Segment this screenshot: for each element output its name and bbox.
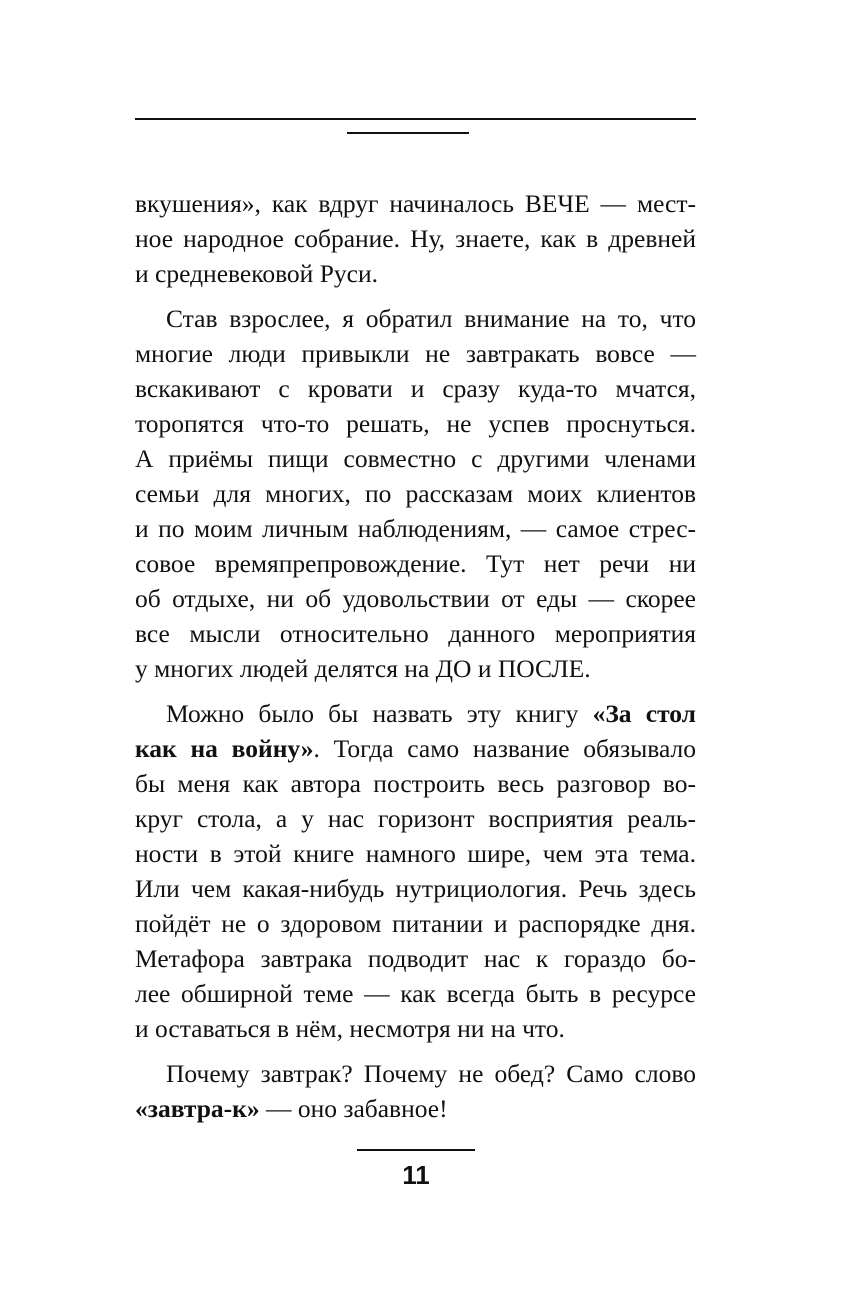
body-text — [135, 186, 696, 1126]
text-line: многие люди привыкли не завтракать вовсе — — [135, 339, 696, 368]
text-run: . Тогда само название обязывало — [313, 734, 697, 763]
text-line: все мысли относительно данного мероприятия — [135, 619, 696, 648]
text-line: торопятся что-то решать, не успев проснуться. — [135, 409, 696, 438]
text-line: круг стола, а у нас горизонт восприятия реаль- — [135, 804, 696, 833]
paragraph — [135, 1056, 696, 1126]
header-short-rule — [347, 132, 469, 134]
text-line: лее обширной теме — как всегда быть в ресурсе — [135, 979, 696, 1008]
paragraph — [135, 696, 696, 1046]
text-line: А приёмы пищи совместно с другими членами — [135, 444, 696, 473]
paragraph — [135, 301, 696, 686]
text-line: ности в этой книге намного шире, чем эта тема. — [135, 839, 696, 868]
text-line: Метафора завтрака подводит нас к гораздо бо- — [135, 944, 696, 973]
text-line: Или чем какая-нибудь нутрициология. Речь здесь — [135, 874, 696, 903]
text-line: бы меня как автора построить весь разговор во- — [135, 769, 696, 798]
text-line: и по моим личным наблюдениям, — самое стрес- — [135, 514, 696, 543]
page-number: 11 — [402, 1160, 430, 1190]
text-line — [135, 1091, 696, 1126]
bold-text-run: «завтра-к» — [135, 1094, 260, 1123]
bold-text-run: как на войну» — [135, 734, 314, 763]
text-line: вскакивают с кровати и сразу куда-то мчатся, — [135, 374, 696, 403]
text-line: Став взрослее, я обратил внимание на то, что — [166, 304, 696, 333]
text-line: Почему завтрак? Почему не обед? Само слово — [166, 1059, 696, 1088]
text-line: вкушения», как вдруг начиналось ВЕЧЕ — мест- — [135, 189, 696, 218]
text-line — [135, 731, 696, 766]
text-line: у многих людей делятся на ДО и ПОСЛЕ. — [135, 654, 591, 683]
text-line: и средневековой Руси. — [135, 259, 378, 288]
text-run: — оно забавное! — [259, 1094, 448, 1123]
text-line: и оставаться в нём, несмотря ни на что. — [135, 1014, 565, 1043]
header-rule — [135, 118, 696, 120]
text-run: Можно было бы назвать эту книгу — [166, 699, 593, 728]
text-line: совое времяпрепровождение. Тут нет речи ни — [135, 549, 696, 578]
text-line: ное народное собрание. Ну, знаете, как в древней — [135, 224, 696, 253]
text-line — [135, 696, 696, 731]
text-line: об отдыхе, ни об удовольствии от еды — скорее — [135, 584, 696, 613]
paragraph — [135, 186, 696, 291]
text-line: пойдёт не о здоровом питании и распорядке дня. — [135, 909, 696, 938]
text-line: семьи для многих, по рассказам моих клиентов — [135, 479, 696, 508]
bold-text-run: «За стол — [592, 699, 696, 728]
footer-rule — [357, 1149, 475, 1151]
